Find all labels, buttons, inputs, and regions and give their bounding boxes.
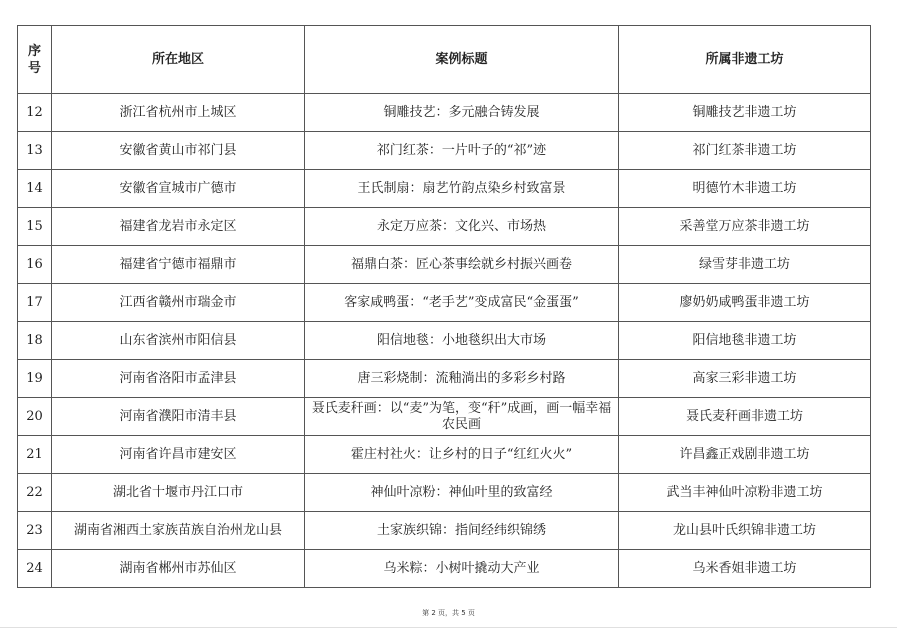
cell-index: 23	[18, 512, 52, 550]
cell-index: 15	[18, 208, 52, 246]
cell-region: 湖南省郴州市苏仙区	[52, 550, 305, 588]
cell-workshop: 武当丰神仙叶凉粉非遗工坊	[619, 474, 871, 512]
cell-title: 祁门红茶：一片叶子的“祁”迹	[305, 132, 619, 170]
cell-title: 永定万应茶：文化兴、市场热	[305, 208, 619, 246]
cell-region: 河南省许昌市建安区	[52, 436, 305, 474]
cell-title: 福鼎白茶：匠心茶事绘就乡村振兴画卷	[305, 246, 619, 284]
cell-workshop: 阳信地毯非遗工坊	[619, 322, 871, 360]
cell-region: 河南省洛阳市孟津县	[52, 360, 305, 398]
table-row	[18, 170, 871, 208]
cell-index: 19	[18, 360, 52, 398]
cell-title: 王氏制扇：扇艺竹韵点染乡村致富景	[305, 170, 619, 208]
table-row	[18, 322, 871, 360]
table-row	[18, 398, 871, 436]
cell-workshop: 乌米香姐非遗工坊	[619, 550, 871, 588]
header-region: 所在地区	[52, 26, 305, 94]
table-row	[18, 94, 871, 132]
table-row	[18, 512, 871, 550]
cell-region: 湖南省湘西土家族苗族自治州龙山县	[52, 512, 305, 550]
table-header-row	[18, 26, 871, 94]
cell-index: 16	[18, 246, 52, 284]
table-row	[18, 132, 871, 170]
table-row	[18, 284, 871, 322]
cell-workshop: 绿雪芽非遗工坊	[619, 246, 871, 284]
table-row	[18, 360, 871, 398]
case-table	[17, 25, 871, 588]
cell-workshop: 铜雕技艺非遗工坊	[619, 94, 871, 132]
cell-title: 唐三彩烧制：流釉淌出的多彩乡村路	[305, 360, 619, 398]
cell-index: 21	[18, 436, 52, 474]
cell-title: 聂氏麦秆画：以“麦”为笔，变“秆”成画，画一幅幸福农民画	[305, 398, 619, 436]
cell-index: 18	[18, 322, 52, 360]
cell-index: 12	[18, 94, 52, 132]
header-index-line2: 号	[27, 60, 41, 76]
page-edge-divider	[0, 627, 897, 628]
table-row	[18, 550, 871, 588]
header-workshop: 所属非遗工坊	[619, 26, 871, 94]
cell-index: 17	[18, 284, 52, 322]
cell-region: 福建省龙岩市永定区	[52, 208, 305, 246]
cell-workshop: 明德竹木非遗工坊	[619, 170, 871, 208]
table-body	[18, 94, 871, 588]
cell-index: 24	[18, 550, 52, 588]
cell-workshop: 祁门红茶非遗工坊	[619, 132, 871, 170]
cell-region: 安徽省宣城市广德市	[52, 170, 305, 208]
cell-region: 河南省濮阳市清丰县	[52, 398, 305, 436]
header-index-line1: 序	[27, 43, 41, 59]
cell-workshop: 采善堂万应茶非遗工坊	[619, 208, 871, 246]
cell-title: 神仙叶凉粉：神仙叶里的致富经	[305, 474, 619, 512]
cell-workshop: 许昌鑫正戏剧非遗工坊	[619, 436, 871, 474]
cell-region: 山东省滨州市阳信县	[52, 322, 305, 360]
cell-region: 江西省赣州市瑞金市	[52, 284, 305, 322]
cell-index: 14	[18, 170, 52, 208]
cell-workshop: 聂氏麦秆画非遗工坊	[619, 398, 871, 436]
cell-title: 乌米粽：小树叶撬动大产业	[305, 550, 619, 588]
cell-title: 霍庄村社火：让乡村的日子“红红火火”	[305, 436, 619, 474]
table-row	[18, 474, 871, 512]
cell-workshop: 廖奶奶咸鸭蛋非遗工坊	[619, 284, 871, 322]
table-row	[18, 246, 871, 284]
cell-title: 客家咸鸭蛋：“老手艺”变成富民“金蛋蛋”	[305, 284, 619, 322]
cell-workshop: 龙山县叶氏织锦非遗工坊	[619, 512, 871, 550]
cell-title: 铜雕技艺：多元融合铸发展	[305, 94, 619, 132]
cell-title: 土家族织锦：指间经纬织锦绣	[305, 512, 619, 550]
cell-index: 22	[18, 474, 52, 512]
cell-index: 13	[18, 132, 52, 170]
cell-workshop: 高家三彩非遗工坊	[619, 360, 871, 398]
cell-region: 浙江省杭州市上城区	[52, 94, 305, 132]
cell-region: 湖北省十堰市丹江口市	[52, 474, 305, 512]
page-number-footer: 第 2 页，共 5 页	[422, 609, 475, 617]
table-row	[18, 208, 871, 246]
cell-region: 福建省宁德市福鼎市	[52, 246, 305, 284]
cell-region: 安徽省黄山市祁门县	[52, 132, 305, 170]
header-index	[18, 26, 52, 94]
header-title: 案例标题	[305, 26, 619, 94]
cell-index: 20	[18, 398, 52, 436]
table-row	[18, 436, 871, 474]
cell-title: 阳信地毯：小地毯织出大市场	[305, 322, 619, 360]
